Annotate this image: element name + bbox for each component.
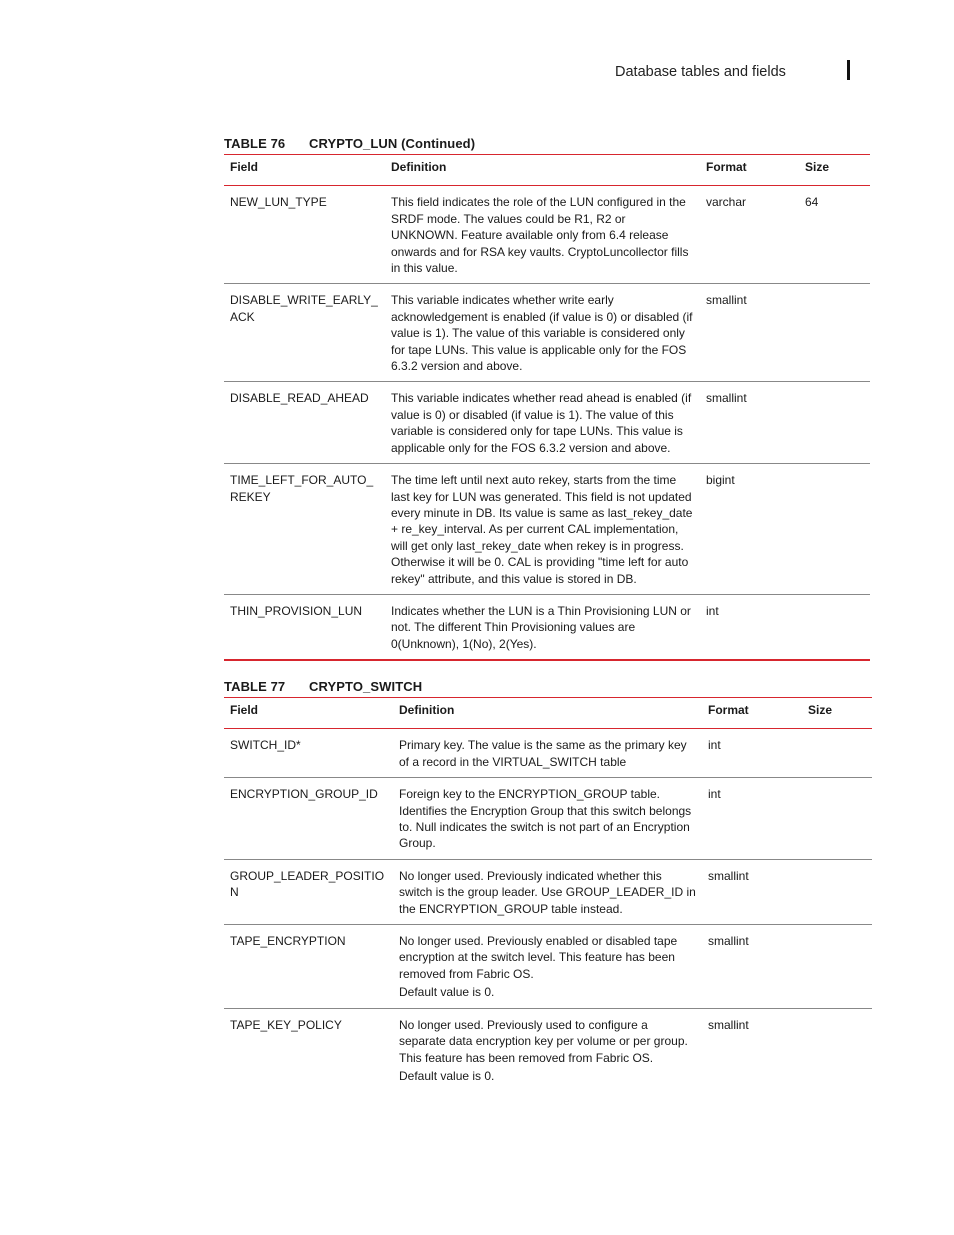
format-cell: int — [708, 738, 721, 753]
crypto-lun-table — [224, 154, 870, 661]
field-name-cell: THIN_PROVISION_LUN — [230, 603, 363, 618]
field-name-cell: TIME_LEFT_FOR_AUTO_REKEY — [230, 473, 374, 504]
definition-text: This field indicates the role of the LUN configured in the SRDF mode. The values could be R1, R2 or UNKNOWN. Feature available only from 6.4 release onwards and for RSA key vaults. CryptoLuncollector fills in this value. — [391, 195, 689, 276]
table-76-block — [224, 134, 870, 661]
column-header-definition: Definition — [399, 703, 455, 717]
definition-cell — [393, 1008, 702, 1091]
format-cell: smallint — [706, 293, 747, 308]
size-cell — [802, 1008, 872, 1091]
field-name-cell: DISABLE_WRITE_EARLY_ACK — [230, 293, 378, 324]
table-row — [224, 925, 872, 1009]
size-cell — [802, 925, 872, 1009]
format-cell: smallint — [708, 1017, 749, 1032]
size-cell — [799, 284, 870, 382]
table-76-title: CRYPTO_LUN (Continued) — [309, 136, 476, 151]
field-name-cell: NEW_LUN_TYPE — [230, 195, 327, 210]
table-header-row — [224, 155, 870, 186]
column-header-format: Format — [708, 703, 749, 717]
field-name-cell: DISABLE_READ_AHEAD — [230, 391, 369, 406]
default-value-text: Default value is 0. — [399, 985, 495, 1000]
size-cell — [799, 594, 870, 660]
definition-cell — [385, 284, 700, 382]
definition-text: This variable indicates whether read ahead is enabled (if value is 0) or disabled (if value is 1). The value of this variable is considered only for tape LUNs. This value is applicable only for the FOS 6.3.2 version and above. — [391, 391, 692, 455]
table-row — [224, 284, 870, 382]
column-header-format: Format — [706, 160, 747, 174]
field-name-cell: GROUP_LEADER_POSITION — [230, 868, 385, 900]
table-77-block — [224, 677, 872, 1091]
definition-cell — [385, 464, 700, 595]
table-77-title: CRYPTO_SWITCH — [309, 679, 423, 694]
size-cell — [799, 382, 870, 464]
table-77-label: TABLE 77 — [224, 679, 286, 694]
table-row — [224, 1008, 872, 1091]
format-cell: int — [706, 603, 719, 618]
table-77-caption — [224, 677, 872, 697]
size-cell — [802, 778, 872, 860]
crypto-switch-table — [224, 697, 872, 1091]
table-row — [224, 594, 870, 660]
table-row — [224, 729, 872, 778]
size-cell: 64 — [805, 195, 819, 210]
table-row — [224, 778, 872, 860]
definition-cell — [393, 859, 702, 924]
table-row — [224, 382, 870, 464]
size-cell — [802, 859, 872, 924]
table-row — [224, 859, 872, 924]
definition-cell — [385, 382, 700, 464]
definition-cell — [385, 186, 700, 284]
definition-text: Indicates whether the LUN is a Thin Provisioning LUN or not. The different Thin Provisioning values are 0(Unknown), 1(No), 2(Yes). — [391, 603, 691, 651]
format-cell: int — [708, 787, 721, 802]
format-cell: varchar — [706, 195, 747, 210]
table-row — [224, 186, 870, 284]
format-cell: bigint — [706, 473, 735, 488]
format-cell: smallint — [708, 868, 749, 883]
definition-text: No longer used. Previously used to configure a separate data encryption key per volume or per group. This feature has been removed from Fabric OS. — [399, 1017, 688, 1065]
definition-text: Foreign key to the ENCRYPTION_GROUP table. Identifies the Encryption Group that this switch belongs to. Null indicates the switch is not part of an Encryption Group. — [399, 787, 692, 851]
size-cell — [799, 464, 870, 595]
column-header-definition: Definition — [391, 160, 447, 174]
format-cell: smallint — [708, 934, 749, 949]
definition-text: This variable indicates whether write early acknowledgement is enabled (if value is 0) or disabled (if value is 1). The value of this variable is considered only for tape LUNs. This value is applicable only for the FOS 6.3.2 version and above. — [391, 293, 693, 374]
definition-text: Primary key. The value is the same as the primary key of a record in the VIRTUAL_SWITCH table — [399, 738, 687, 769]
field-name-cell: SWITCH_ID* — [230, 738, 301, 753]
definition-text: No longer used. Previously indicated whether this switch is the group leader. Use GROUP_LEADER_ID in the ENCRYPTION_GROUP table instead. — [399, 868, 696, 916]
header-marker-bar — [847, 60, 850, 80]
definition-cell — [393, 778, 702, 860]
field-name-cell: ENCRYPTION_GROUP_ID — [230, 787, 378, 802]
size-cell — [802, 729, 872, 778]
definition-cell — [385, 594, 700, 660]
column-header-field: Field — [230, 160, 259, 174]
field-name-cell: TAPE_ENCRYPTION — [230, 934, 346, 949]
table-row — [224, 464, 870, 595]
format-cell: smallint — [706, 391, 747, 406]
running-header-title: Database tables and fields — [615, 64, 786, 80]
column-header-size: Size — [808, 703, 833, 717]
default-value-text: Default value is 0. — [399, 1068, 495, 1083]
definition-text: No longer used. Previously enabled or disabled tape encryption at the switch level. This feature has been removed from Fabric OS. — [399, 934, 678, 981]
table-76-caption — [224, 134, 870, 154]
table-header-row — [224, 698, 872, 729]
definition-cell — [393, 729, 702, 778]
definition-cell — [393, 925, 702, 1009]
column-header-size: Size — [805, 160, 830, 174]
column-header-field: Field — [230, 703, 259, 717]
table-76-label: TABLE 76 — [224, 136, 286, 151]
definition-text: The time left until next auto rekey, starts from the time last key for LUN was generated. This field is not updated every minute in DB. Its value is same as last_rekey_date + re_key_interval. As per current CAL implementation, will get only last_rekey_date when rekey is in progress. Otherwise it will be 0. CAL is providing "time left for auto rekey" attribute, and this value is stored in DB. — [391, 473, 693, 586]
field-name-cell: TAPE_KEY_POLICY — [230, 1017, 342, 1032]
